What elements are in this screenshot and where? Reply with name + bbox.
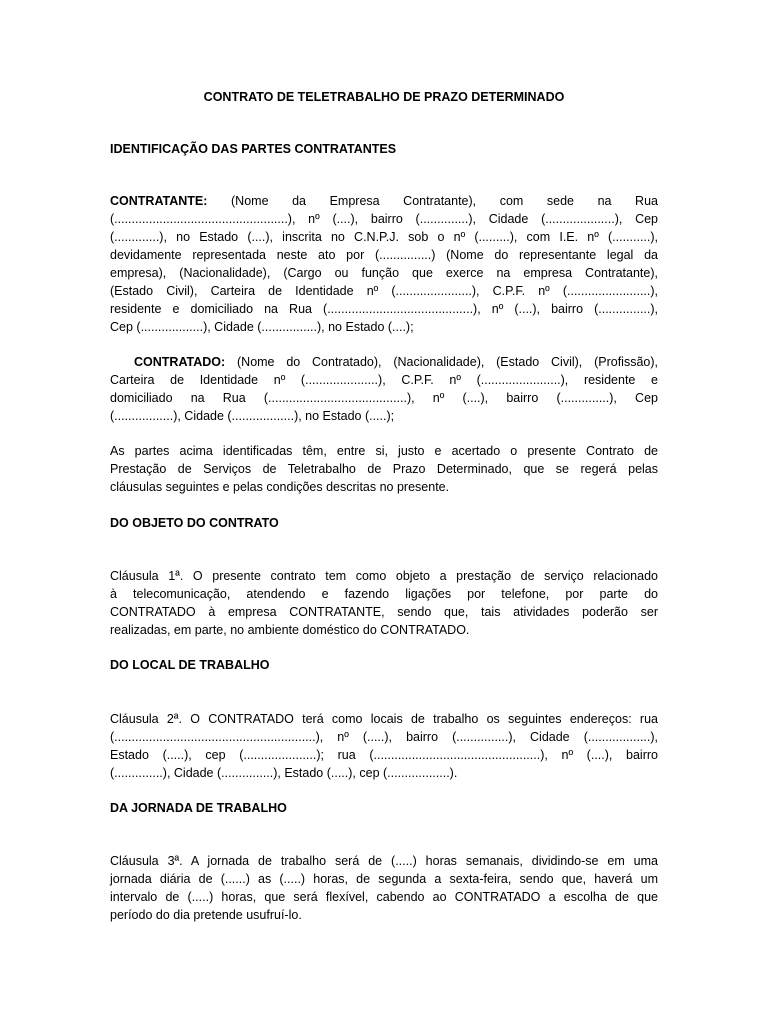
clause-2-line: (..........................................................), nº (.....), bairro (...............), Cidade (..................), (110, 730, 658, 744)
section-heading-parties: IDENTIFICAÇÃO DAS PARTES CONTRATANTES (110, 142, 397, 156)
clause-2-line: Estado (.....), cep (.....................); rua (................................................), nº (....), bairro (110, 748, 658, 762)
preamble-line: Prestação de Serviços de Teletrabalho de Prazo Determinado, que se regerá pelas (110, 462, 658, 476)
clause-1-line: realizadas, em parte, no ambiente doméstico do CONTRATADO. (110, 623, 470, 637)
contratante-line: Cep (..................), Cidade (................), no Estado (....); (110, 320, 414, 334)
preamble-paragraph (110, 442, 658, 496)
contratante-line: residente e domiciliado na Rua (..........................................), nº (....), bairro (...............), (110, 302, 658, 316)
contratante-paragraph (110, 192, 658, 336)
preamble-line: As partes acima identificadas têm, entre si, justo e acertado o presente Contrato de (110, 444, 658, 458)
clause-3-paragraph (110, 852, 658, 924)
contratado-line: (.................), Cidade (..................), no Estado (.....); (110, 409, 395, 423)
contratado-paragraph (110, 353, 658, 425)
contratante-label: CONTRATANTE: (110, 194, 208, 208)
clause-1-line: CONTRATADO à empresa CONTRATANTE, sendo que, tais atividades poderão ser (110, 605, 658, 619)
contratado-line: domiciliado na Rua (........................................), nº (....), bairro (..............), Cep (110, 391, 658, 405)
contratante-line: empresa), (Nacionalidade), (Cargo ou função que exerce na empresa Contratante), (110, 266, 658, 280)
section-heading-location: DO LOCAL DE TRABALHO (110, 658, 270, 672)
clause-1-line: à telecomunicação, atendendo e fazendo ligações por telefone, por parte do (110, 587, 658, 601)
clause-1-paragraph (110, 567, 658, 639)
section-heading-hours: DA JORNADA DE TRABALHO (110, 801, 287, 815)
contratado-label: CONTRATADO: (134, 355, 226, 369)
clause-2-line: (..............), Cidade (...............), Estado (.....), cep (..................). (110, 766, 458, 780)
clause-3-line: período do dia pretende usufruí-lo. (110, 908, 302, 922)
contratante-line: devidamente representada neste ato por (...............) (Nome do representante legal da (110, 248, 658, 262)
contratante-line: (.............), no Estado (....), inscrita no C.N.P.J. sob o nº (.........), com I.E. nº (...........), (110, 230, 658, 244)
clause-2-paragraph (110, 710, 658, 782)
preamble-line: cláusulas seguintes e pelas condições descritas no presente. (110, 480, 450, 494)
contratante-line: (Estado Civil), Carteira de Identidade nº (......................), C.P.F. nº (........................), (110, 284, 658, 298)
contratante-line: CONTRATANTE: (Nome da Empresa Contratante), com sede na Rua (110, 194, 658, 208)
contratado-line: CONTRATADO: (Nome do Contratado), (Nacionalidade), (Estado Civil), (Profissão), (134, 355, 658, 369)
contratado-line: Carteira de Identidade nº (.....................), C.P.F. nº (.......................), residente e (110, 373, 658, 387)
clause-3-line: jornada diária de (......) as (.....) horas, de segunda a sexta-feira, sendo que, haverá um (110, 872, 658, 886)
clause-3-line: Cláusula 3ª. A jornada de trabalho será de (.....) horas semanais, dividindo-se em uma (110, 854, 658, 868)
contratante-line: (..................................................), nº (....), bairro (..............), Cidade (....................), Cep (110, 212, 658, 226)
clause-2-line: Cláusula 2ª. O CONTRATADO terá como locais de trabalho os seguintes endereços: rua (110, 712, 658, 726)
section-heading-object: DO OBJETO DO CONTRATO (110, 516, 279, 530)
document-title: CONTRATO DE TELETRABALHO DE PRAZO DETERMINADO (203, 90, 565, 104)
clause-1-line: Cláusula 1ª. O presente contrato tem como objeto a prestação de serviço relacionado (110, 569, 658, 583)
clause-3-line: intervalo de (.....) horas, que será flexível, cabendo ao CONTRATADO a escolha de que (110, 890, 658, 904)
